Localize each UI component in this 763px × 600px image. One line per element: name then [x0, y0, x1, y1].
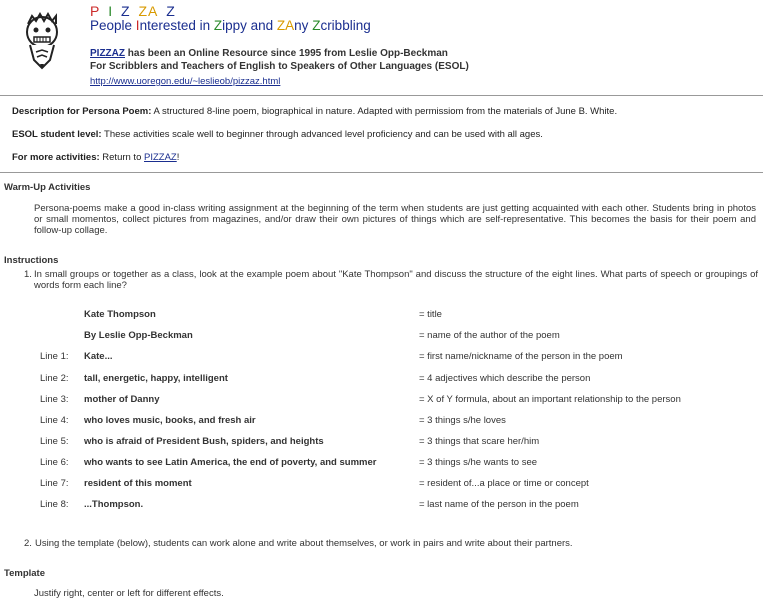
description-row [12, 106, 617, 117]
poem-line-meaning: = title [419, 309, 442, 320]
poem-line-text: By Leslie Opp-Beckman [84, 330, 193, 341]
description-label: Description for Persona Poem: [12, 106, 152, 117]
poem-line-label: Line 2: [40, 373, 69, 384]
poem-line-meaning: = 3 things s/he loves [419, 415, 506, 426]
instruction-1-text: In small groups or together as a class, look at the example poem about "Kate Thompson" and discuss the structure of the eight lines. What parts of speech or groupings of words form each line? [34, 269, 758, 291]
title-letter: Z [121, 3, 131, 19]
title-letter: ZA [138, 3, 159, 19]
more-row [12, 152, 179, 163]
title-letter: Z [166, 3, 176, 19]
level-text: These activities scale well to beginner through advanced level proficiency and can be used with all ages. [101, 129, 543, 140]
title-letter: P [90, 3, 101, 19]
level-label: ESOL student level: [12, 129, 102, 140]
more-text: Return to [99, 152, 144, 163]
subtitle-part: Z [312, 18, 321, 33]
poem-line-meaning: = X of Y formula, about an important relationship to the person [419, 394, 681, 405]
header-credit-text: has been an Online Resource since 1995 from Leslie Opp-Beckman [125, 48, 448, 59]
subtitle-part: Z [213, 18, 223, 33]
header-audience: For Scribblers and Teachers of English to Speakers of Other Languages (ESOL) [90, 61, 469, 72]
subtitle-part: ny [294, 18, 313, 33]
warmup-heading: Warm-Up Activities [4, 182, 91, 193]
poem-line-text: resident of this moment [84, 478, 192, 489]
subtitle-part: People [90, 18, 136, 33]
poem-line-text: ...Thompson. [84, 499, 144, 510]
poem-line-text: mother of Danny [84, 394, 160, 405]
poem-line-label: Line 3: [40, 394, 69, 405]
poem-line-meaning: = resident of...a place or time or concept [419, 478, 589, 489]
return-pizzaz-link[interactable]: PIZZAZ [144, 152, 177, 163]
poem-line-meaning: = 3 things that scare her/him [419, 436, 540, 447]
poem-line-text: Kate... [84, 351, 113, 362]
divider [0, 172, 763, 173]
description-text: A structured 8-line poem, biographical in nature. Adapted with permissiom from the materials of June B. White. [151, 106, 618, 117]
poem-line-label: Line 5: [40, 436, 69, 447]
more-end: ! [176, 152, 180, 163]
warmup-text: Persona-poems make a good in-class writing assignment at the beginning of the term when students are just getting acquainted with each other. Students bring in photos or small momentos, collect pictures from magazines, and/or draw their own pictures of things which are self-representative. This becomes the basis for their poem and follow-up collage. [34, 203, 756, 236]
level-row [12, 129, 543, 140]
subtitle-part: ZA [276, 18, 295, 33]
template-text: Justify right, center or left for different effects. [34, 588, 224, 599]
poem-line-label: Line 6: [40, 457, 69, 468]
subtitle-part: I [135, 18, 140, 33]
poem-line-text: who is afraid of President Bush, spiders, and heights [84, 436, 324, 447]
item-number: 2. [24, 538, 32, 549]
poem-line-text: who loves music, books, and fresh air [84, 415, 256, 426]
poem-line-meaning: = last name of the person in the poem [419, 499, 579, 510]
poem-line-text: tall, energetic, happy, intelligent [84, 373, 228, 384]
url-link[interactable]: http://www.uoregon.edu/~leslieob/pizzaz.html [90, 76, 281, 87]
instructions-heading: Instructions [4, 255, 59, 266]
title-letter: I [108, 3, 114, 19]
pencil-face-logo [22, 12, 62, 70]
poem-line-label: Line 7: [40, 478, 69, 489]
divider [0, 95, 763, 96]
more-label: For more activities: [12, 152, 100, 163]
poem-line-label: Line 1: [40, 351, 69, 362]
item-number: 1. [24, 269, 32, 280]
instruction-2-text: Using the template (below), students can work alone and write about themselves, or work in pairs and write about their partners. [35, 538, 573, 549]
subtitle-part: cribbling [320, 18, 371, 33]
poem-line-meaning: = 4 adjectives which describe the person [419, 373, 591, 384]
poem-line-label: Line 8: [40, 499, 69, 510]
poem-line-meaning: = name of the author of the poem [419, 330, 560, 341]
poem-line-meaning: = first name/nickname of the person in the poem [419, 351, 623, 362]
header-credit [90, 48, 448, 59]
site-subtitle [90, 18, 371, 33]
header-url [90, 76, 280, 87]
subtitle-part: ippy and [222, 18, 277, 33]
pizzaz-link[interactable]: PIZZAZ [90, 48, 125, 59]
template-heading: Template [4, 568, 46, 579]
poem-line-label: Line 4: [40, 415, 69, 426]
poem-line-text: who wants to see Latin America, the end of poverty, and summer [84, 457, 377, 468]
subtitle-part: nterested in [139, 18, 214, 33]
poem-line-text: Kate Thompson [84, 309, 156, 320]
site-title [90, 3, 179, 19]
poem-line-meaning: = 3 things s/he wants to see [419, 457, 538, 468]
